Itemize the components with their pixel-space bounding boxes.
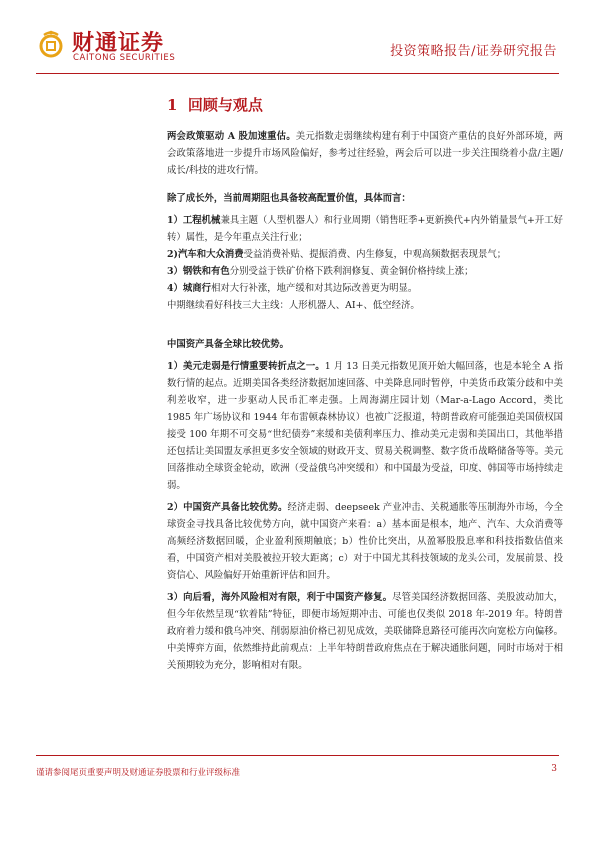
paragraph-lead: 中国资产具备全球比较优势。 bbox=[167, 339, 289, 350]
caitong-logo-icon bbox=[36, 29, 66, 59]
paragraph-lead: 2）中国资产具备比较优势。 bbox=[167, 502, 288, 513]
list-item bbox=[167, 212, 563, 246]
header-divider bbox=[36, 73, 559, 74]
paragraph-point-3 bbox=[167, 589, 563, 674]
paragraph-cyclical-lead bbox=[167, 190, 563, 207]
list-item-text: 分别受益于铁矿价格下跌利润修复、黄金铜价格持续上涨； bbox=[229, 266, 474, 277]
page-number: 3 bbox=[551, 764, 557, 774]
page-header bbox=[0, 0, 595, 80]
list-item-text: 受益消费补贴、提振消费、内生修复，中观高频数据表现景气； bbox=[243, 249, 507, 260]
paragraph-text: 经济走弱、deepseek 产业冲击、关税通胀等压制海外市场，今全球资金寻找具备比较优势方向，就中国资产来看：a）基本面是根本，地产、汽车、大众消费等高频经济数据回暖，企业盈利预期触底；b）性价比突出，从盈幂股股息率和科技指数估值来看，中国资产相对美股被拉开较大距离；c）对于中国尤其科技领域的龙头公司，发展前景、投资信心、风险偏好开始重新评估和回升。 bbox=[167, 502, 564, 581]
paragraph-point-2 bbox=[167, 499, 563, 584]
paragraph-lead: 两会政策驱动 A 股加速重估。 bbox=[167, 131, 296, 142]
list-item-lead: 3）钢铁和有色 bbox=[167, 266, 230, 277]
report-body bbox=[167, 128, 563, 674]
footer-divider bbox=[36, 755, 559, 756]
paragraph-lead: 除了成长外，当前周期阻也具备较高配置价值，具体而言： bbox=[167, 193, 411, 204]
list-item-lead: 1）工程机械 bbox=[167, 215, 221, 226]
paragraph-tech-themes: 中期继续看好科技三大主线：人形机器人、AI+、低空经济。 bbox=[167, 300, 420, 311]
paragraph-lead: 1）美元走弱是行情重要转折点之一。 bbox=[167, 361, 325, 372]
paragraph-summary bbox=[167, 128, 563, 179]
section-heading bbox=[167, 94, 263, 115]
list-item-text: 兼具主题（人型机器人）和行业周期（销售旺季+更新换代+内外销量景气+开工好转）属性，是今年重点关注行业； bbox=[167, 215, 563, 243]
paragraph-text: 1 月 13 日美元指数见顶开始大幅回落，也是本轮全 A 指数行情的起点。近期美国各类经济数据加速回落、中美降息同时暂停，中美货币政策分歧和中美利差收窄，进一步驱动人民币汇率走强。上周海湖庄园计划（Mar-a-Lago Accord，类比 1985 年广场协议和 1944 年布雷顿森林协议）也被广泛报道，特朗普政府可能强迫美国债权国接受 100 年期不可交易“世纪债券”来缓和美债利率压力、推动美元走弱和美国出口，其他举措还包括让美国盟友承担更多安全领域的财政开支、贸易关税调整、数字货币战略储备等等。美元回落推动全球资金轮动，欧洲（受益俄乌冲突缓和）和中国最为受益，印度、韩国等市场持续走弱。 bbox=[167, 361, 563, 491]
logo-text-en: CAITONG SECURITIES bbox=[73, 53, 176, 63]
report-type-label: 投资策略报告/证券研究报告 bbox=[390, 44, 557, 59]
logo-text-cn: 财通证券 bbox=[72, 31, 165, 56]
list-item bbox=[167, 246, 563, 263]
list-item bbox=[167, 263, 563, 280]
list-item-text: 相对大行补涨，地产缓和对其边际改善更为明显。 bbox=[211, 283, 418, 294]
footer-disclaimer: 谨请参阅尾页重要声明及财通证券股票和行业评级标准 bbox=[36, 768, 241, 778]
list-item bbox=[167, 280, 563, 297]
section-title: 回顾与观点 bbox=[187, 96, 263, 114]
paragraph-point-1 bbox=[167, 358, 563, 494]
section-number: 1 bbox=[167, 96, 178, 114]
list-item-lead: 4）城商行 bbox=[167, 283, 212, 294]
list-item-lead: 2)汽车和大众消费 bbox=[167, 249, 244, 260]
paragraph-lead: 3）向后看，海外风险相对有限，利于中国资产修复。 bbox=[167, 592, 393, 603]
paragraph-text: 美元指数走弱继续构建有利于中国资产重估的良好外部环境，两会政策落地进一步提升市场风险偏好，参考过往经验，两会后可以进一步关注围绕着小盘/主题/成长/科技的进攻行情。 bbox=[167, 131, 563, 176]
paragraph-text: 尽管美国经济数据回落、美股波动加大，但今年依然呈现“软着陆”特征，即便市场短期冲击、可能也仅类似 2018 年-2019 年。特朗普政府着力缓和俄乌冲突、削弱原油价格已初见成效，美联储降息路径可能再次向宽松方向偏移。中美博弈方面，依然维持此前观点：上半年特朗普政府焦点在于解决通胀问题，同时市场对于相关预期较为充分，影响相对有限。 bbox=[167, 592, 563, 671]
paragraph-global-lead bbox=[167, 336, 563, 353]
